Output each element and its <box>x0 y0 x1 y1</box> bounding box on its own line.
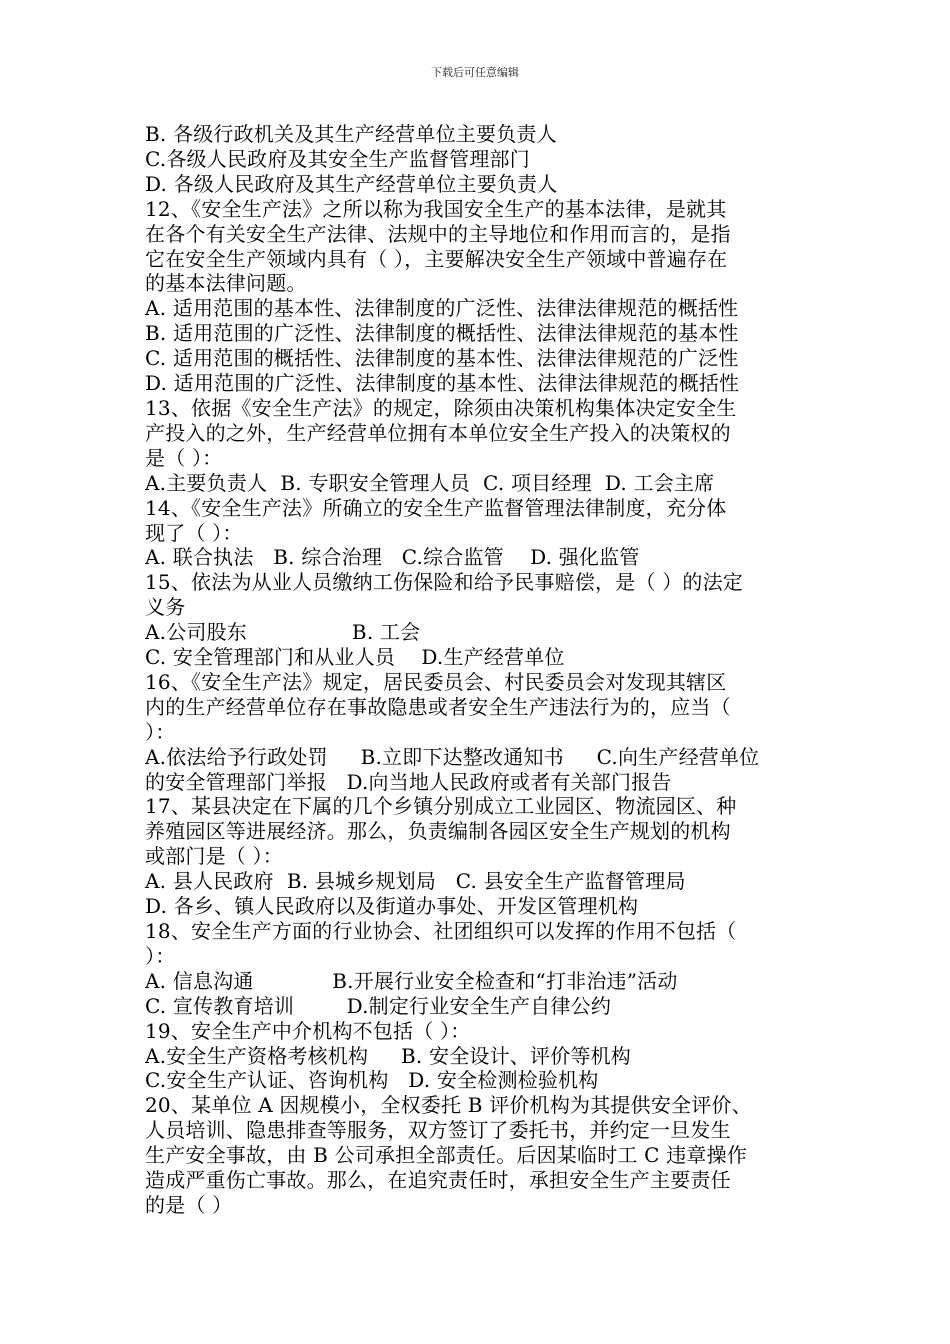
option-line: C. 适用范围的概括性、法律制度的基本性、法律法律规范的广泛性 <box>145 346 739 371</box>
text-line: 的基本法律问题。 <box>145 271 307 296</box>
question-15-line: 15、依法为从业人员缴纳工伤保险和给予民事赔偿，是（ ）的法定 <box>145 570 744 595</box>
option-line: A.安全生产资格考核机构 B. 安全设计、评价等机构 <box>145 1043 631 1068</box>
option-line: 的安全管理部门举报 D.向当地人民政府或者有关部门报告 <box>145 769 672 794</box>
page-header: 下载后可任意编辑 <box>431 66 519 79</box>
text-line: 内的生产经营单位存在事故隐患或者安全生产违法行为的，应当（ <box>145 694 731 719</box>
text-line: 养殖园区等进展经济。那么，负责编制各园区安全生产规划的机构 <box>145 819 731 844</box>
option-line: C.安全生产认证、咨询机构 D. 安全检测检验机构 <box>145 1068 599 1093</box>
option-line: C. 宣传教育培训 D.制定行业安全生产自律公约 <box>145 993 612 1018</box>
text-line: 人员培训、隐患排查等服务，双方签订了委托书，并约定一旦发生 <box>145 1118 731 1143</box>
option-line: A.主要负责人 B. 专职安全管理人员 C. 项目经理 D. 工会主席 <box>145 470 715 495</box>
text-line: 义务 <box>145 595 186 620</box>
text-line: ）： <box>145 719 176 744</box>
question-14-line: 14、《安全生产法》所确立的安全生产监督管理法律制度，充分体 <box>145 495 727 520</box>
question-13-line: 13、依据《安全生产法》的规定，除须由决策机构集体决定安全生 <box>145 395 737 420</box>
document-body <box>145 122 817 1218</box>
option-line: A. 信息沟通 B.开展行业安全检查和“打非治违”活动 <box>145 968 678 993</box>
question-17-line: 17、某县决定在下属的几个乡镇分别成立工业园区、物流园区、种 <box>145 794 737 819</box>
text-line: 它在安全生产领域内具有（ ），主要解决安全生产领域中普遍存在 <box>145 246 728 271</box>
option-line: A. 适用范围的基本性、法律制度的广泛性、法律法律规范的概括性 <box>145 296 739 321</box>
question-20-line: 20、某单位 A 因规模小，全权委托 B 评价机构为其提供安全评价、 <box>145 1093 752 1118</box>
text-line: 的是（ ） <box>145 1192 233 1217</box>
text-line: ）： <box>145 943 176 968</box>
option-line: C. 安全管理部门和从业人员 D.生产经营单位 <box>145 645 565 670</box>
text-line: 生产安全事故，由 B 公司承担全部责任。后因某临时工 C 违章操作 <box>145 1143 748 1168</box>
text-line: C.各级人民政府及其安全生产监督管理部门 <box>145 146 530 171</box>
question-12-line: 12、《安全生产法》之所以称为我国安全生产的基本法律，是就其 <box>145 196 727 221</box>
option-line: A. 县人民政府 B. 县城乡规划局 C. 县安全生产监督管理局 <box>145 869 686 894</box>
text-line: B. 各级行政机关及其生产经营单位主要负责人 <box>145 122 557 146</box>
option-line: A. 联合执法 B. 综合治理 C.综合监管 D. 强化监管 <box>145 545 640 570</box>
option-line: A.公司股东 B. 工会 <box>145 620 421 645</box>
option-line: A.依法给予行政处罚 B.立即下达整改通知书 C.向生产经营单位 <box>145 744 760 769</box>
text-line: 造成严重伤亡事故。那么，在追究责任时，承担安全生产主要责任 <box>145 1168 731 1193</box>
text-line: D. 各级人民政府及其生产经营单位主要负责人 <box>145 171 558 196</box>
text-line: 是（ ）： <box>145 445 223 470</box>
option-line: B. 适用范围的广泛性、法律制度的概括性、法律法律规范的基本性 <box>145 321 739 346</box>
text-line: 在各个有关安全生产法律、法规中的主导地位和作用而言的，是指 <box>145 221 731 246</box>
option-line: D. 适用范围的广泛性、法律制度的基本性、法律法律规范的概括性 <box>145 371 740 396</box>
question-19-line: 19、安全生产中介机构不包括（ ）： <box>145 1018 471 1043</box>
text-line: 现了（ ）： <box>145 520 243 545</box>
option-line: D. 各乡、镇人民政府以及街道办事处、开发区管理机构 <box>145 894 639 919</box>
question-16-line: 16、《安全生产法》规定，居民委员会、村民委员会对发现其辖区 <box>145 669 727 694</box>
question-18-line: 18、安全生产方面的行业协会、社团组织可以发挥的作用不包括（ <box>145 919 737 943</box>
text-line: 产投入的之外，生产经营单位拥有本单位安全生产投入的决策权的 <box>145 420 731 445</box>
text-line: 或部门是（ ）： <box>145 844 283 869</box>
